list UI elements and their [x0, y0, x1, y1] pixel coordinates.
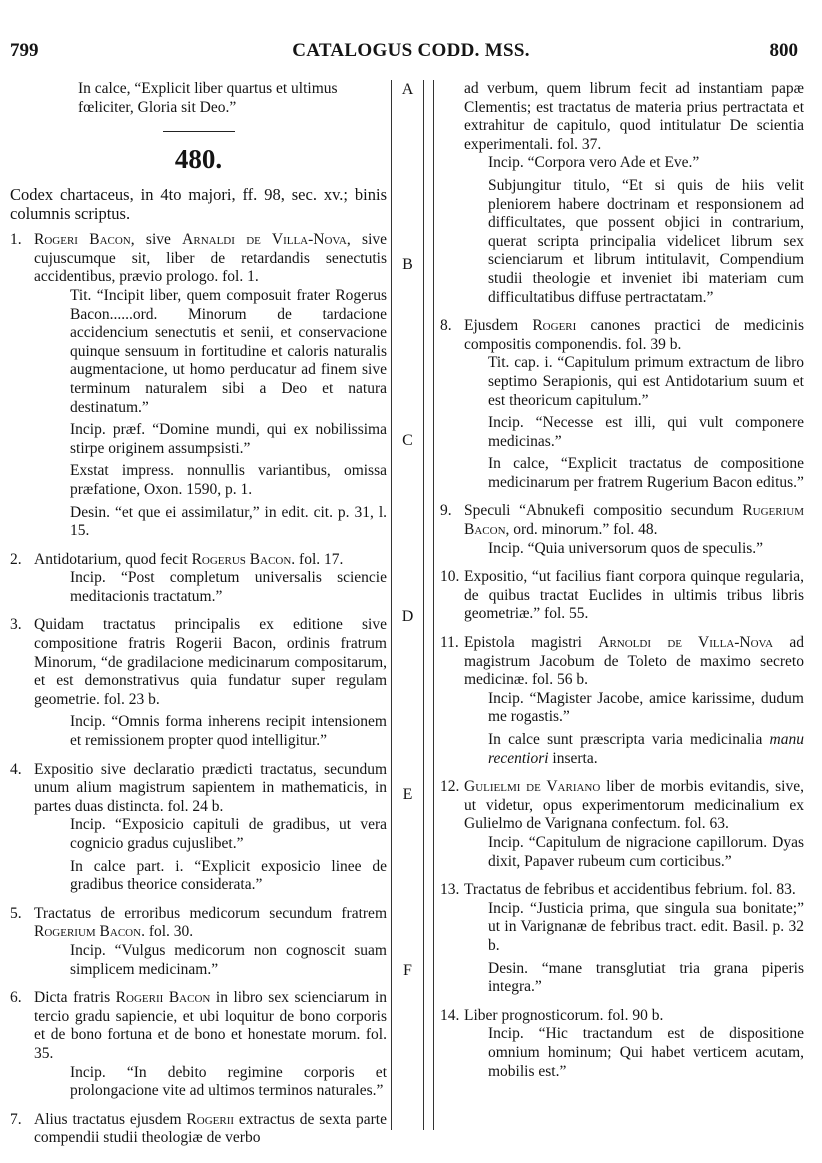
margin-marker-e: E: [402, 786, 413, 803]
incipit: Incip. “Capitulum de nigracione capillorum. Dyas dixit, Papaver rubeum cum corticibus.”: [488, 833, 804, 870]
calce-note: In calce, “Explicit tractatus de compositione medicinarum per fratrem Rugerium Bacon editus.”: [488, 455, 804, 491]
author-name: Rogerii Bacon: [115, 989, 211, 1007]
item-1: 1. Rogeri Bacon, sive Arnaldi de Villa-Nova, sive cujuscumque sit, liber de retardandis senectutis accidentibus, prævio prologo. fol. 1. Tit. “Incipit liber, quem composuit frater Rogerus Bacon......ord. Minorum de tardacione accidencium senectutis et senii, et conservacione quinque sensuum in fortitudine et caloris naturalis augmentacione, ut homo perducatur ad finem sive terminum naturalem sibi a Deo et natura destinatum.” Incip. præf. “Domine mundi, qui ex nobilissima stirpe originem assumpsisti.” Exstat impress. nonnullis variantibus, omissa præfatione, Oxon. 1590, p. 1. Desin. “et que ei assimilatur,” in edit. cit. p. 31, l. 15.: [10, 231, 388, 540]
item-number: 3.: [10, 616, 22, 634]
item-number: 5.: [10, 904, 22, 922]
item-number: 11.: [440, 634, 459, 652]
margin-marker-c: C: [402, 432, 413, 449]
incipit: Incip. “Post completum universalis sciencie meditacionis tractatum.”: [70, 569, 387, 605]
calce-note: In calce sunt præscripta varia medicinalia manu recentiori inserta.: [488, 731, 804, 767]
title-note: Tit. cap. i. “Capitulum primum extractum de libro septimo Serapionis, qui est Antidotarium suum et est theoricum capitulum.”: [488, 354, 804, 409]
author-name: Rugerium Bacon: [464, 502, 804, 539]
item-number: 10.: [440, 568, 460, 586]
author-name: Rogerium Bacon: [34, 923, 142, 941]
right-column: [440, 80, 804, 1091]
author-name: Rogeri: [532, 317, 577, 335]
item-13: [440, 881, 804, 997]
page-number-right: 800: [769, 40, 798, 61]
title-note: Tit. “Incipit liber, quem composuit frater Rogerus Bacon......ord. Minorum de tardacione accidencium senectutis et senii, et conservacione quinque sensuum in fortitudine et caloris naturalis augmentacione, ut homo perducatur ad finem sive terminum naturalem sibi a Deo et natura destinatum.”: [70, 286, 387, 416]
margin-marker-a: A: [401, 81, 414, 98]
author-name: Rogerus Bacon: [191, 550, 292, 568]
item-text: ad verbum, quem librum fecit ad instantiam papæ Clementis; est tractatus de materia prius pertractata et extrahitur de capitulo, quod intitulatur De scientia experimentali. fol. 37.: [464, 80, 804, 153]
incipit: Incip. “Quia universorum quos de speculis.”: [488, 539, 764, 557]
item-text: Expositio sive declaratio prædicti tractatus, secundum unum alium magistrum sapientem in mathematicis, in partes duas distincta. fol. 24 b.: [34, 760, 387, 815]
item-number: 9.: [440, 502, 452, 520]
margin-marker-d: D: [401, 608, 414, 625]
item-text: Quidam tractatus principalis ex editione sive compositione fratris Rogerii Bacon, ordinis fratrum Minorum, “de gradilacione medicinarum compositarum, et est demonstrativus quia fundatur super regulam geometrie. fol. 23 b.: [34, 616, 387, 708]
item-12: 12. Gulielmi de Variano liber de morbis evitandis, sive, ut videtur, opus experimentorum medicinalium ex Gulielmo de Varignana confectum. fol. 63. Incip. “Capitulum de nigracione capillorum. Dyas dixit, Papaver rubeum cum corticibus.”: [440, 778, 804, 870]
item-number: 1.: [10, 231, 22, 249]
calce-line-1: In calce, “Explicit liber quartus et ultimus: [78, 80, 338, 97]
item-8: 8. Ejusdem Rogeri canones practici de medicinis compositis componendis. fol. 39 b. Tit. cap. i. “Capitulum primum extractum de libro septimo Serapionis, qui est Antidotarium suum et est theoricum capitulum.” Incip. “Necesse est illi, qui vult componere medicinas.” In calce, “Explicit tractatus de compositione medicinarum per fratrem Rugerium Bacon editus.”: [440, 317, 804, 491]
column-divider: [433, 80, 434, 1130]
item-number: 2.: [10, 550, 22, 568]
incipit: Incip. “Vulgus medicorum non cognoscit suam simplicem medicinam.”: [70, 941, 387, 978]
item-number: 12.: [440, 778, 460, 796]
previous-entry-ending: [10, 80, 387, 117]
running-header: [0, 40, 822, 68]
incipit: Incip. “Hic tractandum est de dispositione omnium hominum; Qui habet verticem acutam, mobilis est.”: [488, 1025, 804, 1080]
item-5: 5. Tractatus de erroribus medicorum secundum fratrem Rogerium Bacon. fol. 30. Incip. “Vulgus medicorum non cognoscit suam simplicem medicinam.”: [10, 904, 387, 978]
item-number: 13.: [440, 881, 460, 899]
desinit: Desin. “mane transglutiat tria grana piperis integra.”: [488, 959, 804, 996]
codex-description: Codex chartaceus, in 4to majori, ff. 98, sec. xv.; binis columnis scriptus.: [10, 185, 387, 224]
item-14: [440, 1007, 804, 1081]
item-number: 6.: [10, 989, 22, 1007]
item-number: 4.: [10, 760, 22, 778]
page-number-left: 799: [10, 40, 39, 61]
incipit: Incip. “Corpora vero Ade et Eve.”: [488, 154, 700, 172]
incipit: Incip. “Magister Jacobe, amice karissime, dudum me rogastis.”: [488, 689, 804, 726]
section-rule: [163, 131, 235, 132]
item-4: [10, 761, 387, 895]
margin-marker-b: B: [402, 256, 413, 273]
incipit: Incip. “Necesse est illi, qui vult componere medicinas.”: [488, 414, 804, 450]
item-6: 6. Dicta fratris Rogerii Bacon in libro sex scienciarum in tercio gradu sapiencie, et ubi loquitur de bono corporis et de bono fortuna et de bono et honestate morum. fol. 35. Incip. “In debito regimine corporis et prolongacione vite ad ultimos terminos naturales.”: [10, 989, 387, 1100]
calce-note: In calce part. i. “Explicit exposicio linee de gradibus theorice considerata.”: [70, 857, 387, 894]
subjoined-note: Subjungitur titulo, “Et si quis de hiis velit pleniorem habere doctrinam et responsionem ad difficultates, que possent objici in contrarium, querat scripta principalia videlicet librum sex scienciarum et librum intitulavit, Compendium studii theologie et inveniet ibi materiam cum difficultatibus diffuse pertractatam.”: [488, 176, 804, 306]
item-7-continued: [440, 80, 804, 307]
item-2: 2. Antidotarium, quod fecit Rogerus Bacon. fol. 17. Incip. “Post completum universalis sciencie meditacionis tractatum.”: [10, 550, 387, 605]
incipit: Incip. “Justicia prima, que singula sua bonitate;” ut in Varignanæ de febribus tract. edit. Basil. p. 32 b.: [488, 899, 804, 954]
running-title: CATALOGUS CODD. MSS.: [292, 40, 530, 61]
calce-line-2: fœliciter, Gloria sit Deo.”: [78, 98, 237, 116]
edition-note: Exstat impress. nonnullis variantibus, omissa præfatione, Oxon. 1590, p. 1.: [70, 462, 387, 498]
incipit: Incip. “Exposicio capituli de gradibus, ut vera cognicio gradus cujuslibet.”: [70, 816, 387, 852]
item-text: Expositio, “ut facilius fiant corpora quinque regularia, de quibus tractat Euclides in ultimis tribus libris geometriæ.” fol. 55.: [464, 568, 804, 623]
item-number: 8.: [440, 317, 452, 335]
author-name: Gulielmi de Variano: [464, 778, 601, 796]
item-11: 11. Epistola magistri Arnoldi de Villa-Nova ad magistrum Jacobum de Toleto de maximo secreto medicinæ. fol. 56 b. Incip. “Magister Jacobe, amice karissime, dudum me rogastis.” In calce sunt præscripta varia medicinalia manu recentiori inserta.: [440, 634, 804, 767]
margin-letter-column: [391, 80, 424, 1130]
author-name: Rogeri Bacon: [34, 231, 131, 249]
left-column: [10, 80, 387, 1158]
item-number: 14.: [440, 1006, 460, 1024]
author-name: Rogerii: [186, 1110, 235, 1128]
item-10: [440, 568, 804, 624]
author-name: Arnaldi de Villa-Nova: [182, 231, 347, 249]
incipit: Incip. præf. “Domine mundi, qui ex nobilissima stirpe originem assumpsisti.”: [70, 421, 387, 457]
margin-marker-f: F: [403, 962, 412, 979]
item-3: [10, 616, 387, 750]
item-9: 9. Speculi “Abnukefi compositio secundum Rugerium Bacon, ord. minorum.” fol. 48. Incip. “Quia universorum quos de speculis.”: [440, 502, 804, 557]
desinit: Desin. “et que ei assimilatur,” in edit. cit. p. 31, l. 15.: [70, 503, 387, 540]
item-text: Liber prognosticorum. fol. 90 b.: [464, 1006, 664, 1024]
author-name: Arnoldi de Villa-Nova: [598, 634, 774, 652]
incipit: Incip. “Omnis forma inherens recipit intensionem et remissionem propter quod intelligitur.”: [70, 713, 387, 750]
codex-number: 480.: [174, 144, 223, 175]
item-text: Tractatus de febribus et accidentibus febrium. fol. 83.: [464, 881, 796, 899]
item-7: 7. Alius tractatus ejusdem Rogerii extractus de sexta parte compendii studii theologiæ de verbo: [10, 1110, 387, 1147]
item-number: 7.: [10, 1110, 22, 1128]
incipit: Incip. “In debito regimine corporis et prolongacione vite ad ultimos terminos naturales.”: [70, 1063, 387, 1100]
